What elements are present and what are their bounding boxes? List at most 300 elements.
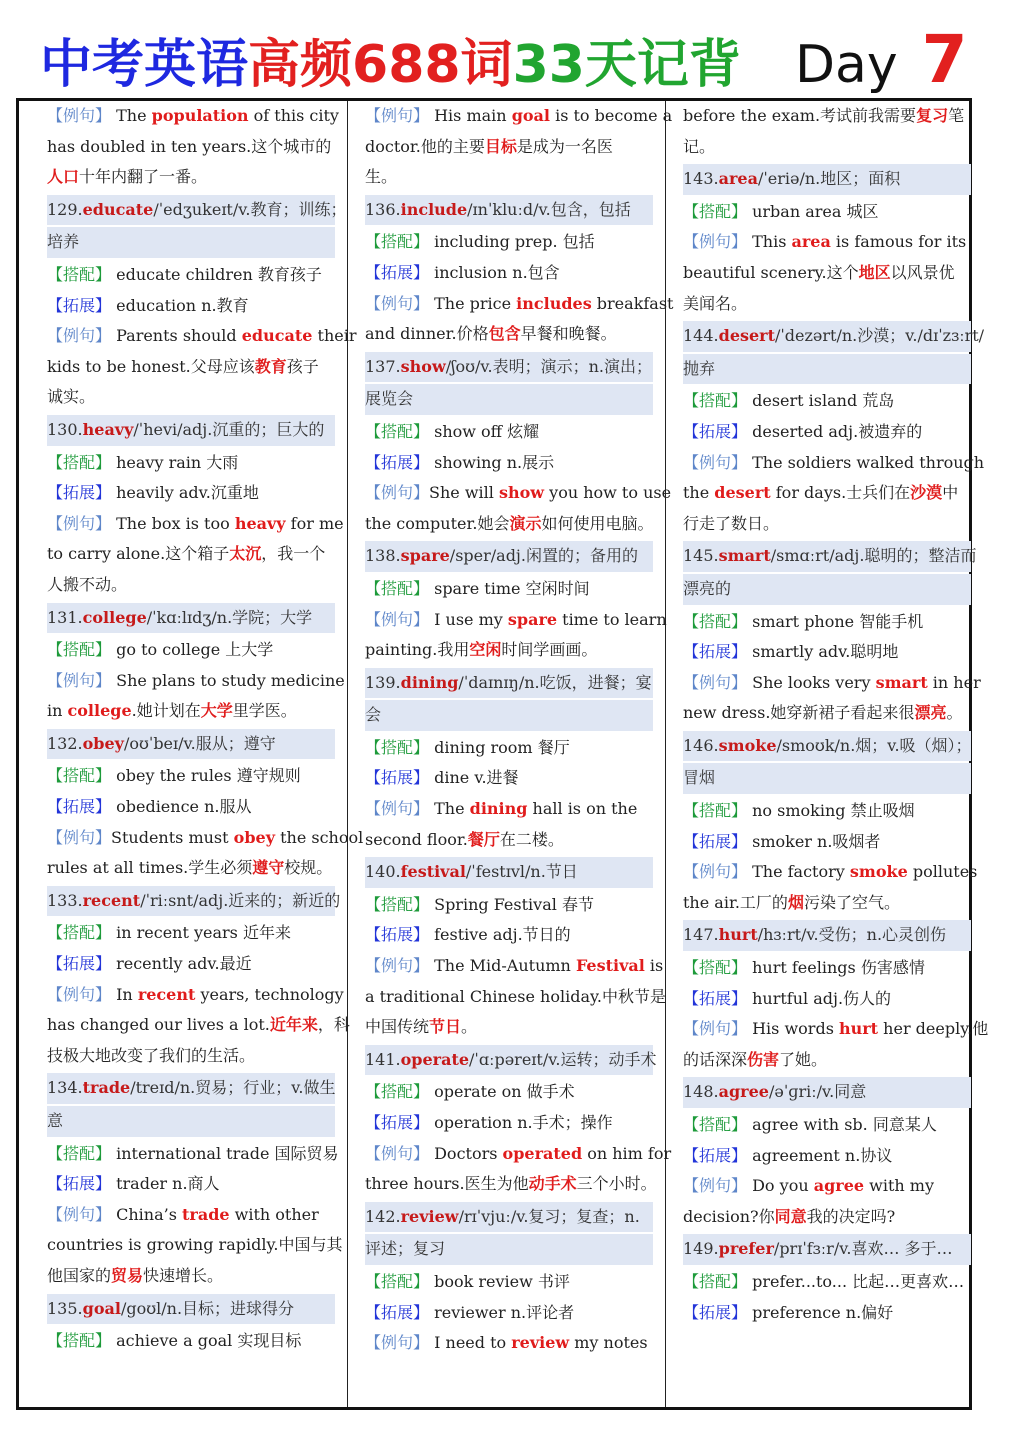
section-tag: 【搭配】 (47, 640, 112, 660)
text-span: The box is too (111, 513, 235, 533)
highlight-text: educate (241, 326, 313, 346)
entry-line (47, 352, 335, 383)
entry-headword-line (365, 1234, 653, 1265)
highlight-text: recent (137, 984, 196, 1004)
section-tag: 【拓展】 (47, 483, 112, 503)
section-tag: 【例句】 (365, 1333, 430, 1353)
entry-line (683, 386, 971, 417)
vocab-column-1 (47, 101, 364, 1407)
section-tag: 【拓展】 (683, 988, 748, 1008)
entry-line (47, 1139, 339, 1170)
entry-headword-line (683, 574, 971, 605)
section-tag: 【例句】 (683, 862, 748, 882)
entry-line (683, 227, 971, 258)
text-span: to carry alone.这个箱子 (47, 544, 230, 564)
text-span: my notes (569, 1333, 648, 1353)
text-span: time to learn (557, 609, 667, 629)
text-span: of this city (248, 106, 339, 125)
entry-line (47, 1041, 335, 1072)
entry-line (365, 101, 673, 132)
text-span: dine v.进餐 (429, 768, 519, 788)
text-span: /ˈdezərt/n.沙漠；v./dɪˈzɜːrt/ (775, 326, 985, 346)
text-span: 144. (683, 326, 719, 346)
text-span: hurt feelings 伤害感情 (747, 958, 925, 978)
highlight-text: 沙漠 (910, 483, 943, 503)
headword: heavy (82, 419, 134, 439)
text-span: ，科 (317, 1015, 350, 1035)
section-tag: 【搭配】 (47, 766, 112, 786)
text-span: /ˈɑːpəreɪt/v.运转；动手术 (469, 1049, 657, 1069)
highlight-text: heavy (234, 513, 286, 533)
entry-line (47, 666, 345, 697)
entry-line (47, 260, 335, 291)
entry-line (683, 953, 971, 984)
section-tag: 【拓展】 (365, 768, 430, 788)
highlight-text: 贸易 (111, 1265, 144, 1285)
entry-line (683, 698, 971, 729)
highlight-text: review (511, 1333, 570, 1353)
highlight-text: 教育 (254, 356, 287, 376)
entry-line (683, 258, 971, 289)
section-tag: 【例句】 (365, 609, 430, 629)
section-tag: 【拓展】 (683, 421, 748, 441)
text-span: book review 书评 (429, 1271, 570, 1291)
text-span: 孩子 (286, 356, 319, 376)
headword: desert (718, 326, 775, 346)
entry-line (683, 197, 971, 228)
entry-line (365, 1139, 672, 1170)
entry-line (47, 478, 335, 509)
text-span: Students must (111, 827, 234, 847)
highlight-text: 太沉 (229, 544, 262, 564)
text-span: The factory (747, 862, 850, 882)
highlight-text: 餐厅 (467, 829, 500, 849)
section-tag: 【搭配】 (47, 1331, 112, 1351)
text-span: Spring Festival 春节 (429, 894, 594, 914)
entry-line (365, 227, 653, 258)
text-span: /hɜːrt/v.受伤；n.心灵创伤 (757, 925, 947, 945)
text-span: has changed our lives a lot. (47, 1015, 270, 1035)
text-span: .她计划在 (131, 701, 201, 721)
headword: prefer (718, 1239, 774, 1259)
section-tag: 【例句】 (365, 106, 430, 125)
headword: review (400, 1206, 459, 1226)
section-tag: 【拓展】 (683, 642, 748, 662)
section-tag: 【例句】 (365, 799, 430, 819)
day-label: Day (794, 35, 898, 95)
entry-line (365, 1108, 653, 1139)
section-tag: 【拓展】 (365, 452, 430, 472)
text-span: 133. (47, 890, 83, 910)
text-span: hurtful adj.伤人的 (747, 988, 892, 1008)
text-span: festive adj.节日的 (429, 925, 571, 945)
entry-line (365, 448, 653, 479)
headword: include (400, 199, 468, 219)
entry-headword-line (683, 1234, 971, 1265)
text-span: 行走了数日。 (683, 513, 780, 533)
text-span: I need to (429, 1333, 512, 1353)
entry-line (683, 1141, 971, 1172)
text-span: a traditional Chinese holiday.中秋节是 (365, 986, 666, 1006)
highlight-text: area (791, 232, 831, 252)
text-span: 的话深深 (683, 1049, 748, 1069)
text-span: trader n.商人 (111, 1174, 220, 1194)
text-span: /ˈhevi/adj.沉重的；巨大的 (133, 419, 325, 439)
section-tag: 【例句】 (47, 513, 112, 533)
section-tag: 【搭配】 (683, 391, 748, 411)
day-number: 7 (921, 21, 968, 98)
text-span: deserted adj.被遗弃的 (747, 421, 923, 441)
text-span: Do you (747, 1176, 814, 1196)
vocab-frame (16, 98, 989, 1410)
entry-headword-line (365, 857, 653, 888)
entry-line (47, 570, 335, 601)
text-span: 143. (683, 169, 719, 189)
headword: area (718, 169, 758, 189)
text-span: in recent years 近年来 (111, 923, 291, 943)
text-span: inclusion n.包含 (429, 262, 560, 282)
section-tag: 【搭配】 (683, 611, 748, 631)
text-span: doctor.他的主要 (365, 136, 485, 156)
text-span: 136. (365, 199, 401, 219)
section-tag: 【拓展】 (365, 925, 430, 945)
text-span: hall is on the (527, 799, 638, 819)
text-span: 中国传统 (365, 1017, 430, 1037)
text-span: The (429, 799, 470, 819)
section-tag: 【例句】 (47, 326, 112, 346)
text-span: In (111, 984, 138, 1004)
entry-headword-line (683, 164, 971, 195)
text-span: smart phone 智能手机 (747, 611, 924, 631)
entry-line (365, 289, 674, 320)
text-span: 美闻名。 (683, 293, 748, 313)
entry-headword-line (47, 729, 335, 760)
text-span: 记。 (683, 136, 716, 156)
text-span: 评述；复习 (365, 1239, 446, 1259)
text-span: 校规。 (284, 858, 333, 878)
text-span: and dinner.价格 (365, 324, 489, 344)
text-span: 149. (683, 1239, 719, 1259)
text-span: the air.工厂的 (683, 892, 788, 912)
text-span: 145. (683, 546, 719, 566)
highlight-text: goal (511, 106, 550, 125)
entry-line (683, 796, 971, 827)
text-span: 139. (365, 672, 401, 692)
entry-headword-line (683, 763, 971, 794)
entry-line (683, 1202, 971, 1233)
highlight-text: smart (875, 672, 928, 692)
section-tag: 【例句】 (365, 956, 430, 976)
entry-line (365, 509, 653, 540)
highlight-text: hurt (838, 1019, 879, 1039)
text-span: 漂亮的 (683, 578, 732, 598)
text-span: /ˈkɑːlɪdʒ/n.学院；大学 (146, 607, 313, 627)
headword: obey (82, 733, 124, 753)
entry-line (47, 918, 335, 949)
entry-headword-line (683, 1077, 971, 1108)
text-span: the (683, 483, 715, 503)
text-span: 138. (365, 546, 401, 566)
text-span: is (644, 956, 664, 976)
highlight-text: 遵守 (252, 858, 285, 878)
text-span: The price (429, 293, 517, 313)
headword: recent (82, 890, 141, 910)
section-tag: 【例句】 (47, 1204, 112, 1224)
text-span: spare time 空闲时间 (429, 578, 590, 598)
entry-line (47, 635, 335, 666)
text-span: smoker n.吸烟者 (747, 831, 881, 851)
entry-line (683, 1110, 971, 1141)
text-span: their (312, 326, 357, 346)
entry-line (47, 823, 364, 854)
section-tag: 【拓展】 (365, 262, 430, 282)
highlight-text: college (67, 701, 132, 721)
entry-line (365, 635, 653, 666)
entry-line (47, 291, 335, 322)
entry-line (683, 132, 971, 163)
entry-line (365, 794, 653, 825)
text-span: operation n.手术；操作 (429, 1113, 613, 1132)
text-span: 如何使用电脑。 (541, 513, 654, 533)
text-span: has doubled in ten years.这个城市的 (47, 136, 332, 156)
text-span: reviewer n.评论者 (429, 1302, 575, 1322)
text-span: 展览会 (365, 389, 414, 409)
entry-line (365, 478, 672, 509)
entry-line (47, 132, 335, 163)
vocab-column-3 (683, 101, 989, 1407)
headword: goal (82, 1298, 121, 1318)
headword: smoke (718, 735, 777, 755)
text-span: The (111, 106, 152, 125)
text-span: 笔 (948, 106, 965, 125)
highlight-text: 复习 (916, 106, 949, 125)
vocab-column-2 (365, 101, 674, 1407)
entry-headword-line (47, 1106, 335, 1137)
entry-line (47, 949, 335, 980)
section-tag: 【搭配】 (365, 737, 430, 757)
text-span: rules at all times.学生必须 (47, 858, 253, 878)
text-span: including prep. 包括 (429, 232, 595, 252)
highlight-text: 伤害 (747, 1049, 780, 1069)
text-span: obedience n.服从 (111, 797, 252, 817)
text-span: /rɪˈvjuː/v.复习；复查；n. (458, 1206, 640, 1226)
text-span: 抛弃 (683, 358, 716, 378)
highlight-text: 漂亮 (914, 703, 947, 723)
text-span: in (47, 701, 68, 721)
section-tag: 【搭配】 (683, 1271, 748, 1291)
text-span: 135. (47, 1298, 83, 1318)
entry-line (365, 162, 653, 193)
text-span: breakfast (591, 293, 674, 313)
text-span: is famous for its (830, 232, 967, 252)
text-span: 。 (461, 1017, 478, 1037)
highlight-text: 动手术 (528, 1174, 577, 1194)
text-span: 137. (365, 356, 401, 376)
entry-line (683, 827, 971, 858)
text-span: 培养 (47, 232, 80, 252)
text-span: in her (927, 672, 981, 692)
entry-line (365, 920, 653, 951)
entry-headword-line (47, 1294, 335, 1325)
text-span: educate children 教育孩子 (111, 264, 322, 284)
entry-line (47, 1326, 335, 1357)
section-tag: 【拓展】 (47, 1174, 112, 1194)
entry-headword-line (365, 541, 653, 572)
entry-line (365, 132, 653, 163)
entry-headword-line (365, 1045, 657, 1076)
text-span: prefer...to... 比起…更喜欢… (747, 1271, 965, 1291)
text-span: Doctors (429, 1143, 503, 1163)
text-span: His words (747, 1019, 839, 1039)
entry-headword-line (47, 227, 335, 258)
section-tag: 【例句】 (47, 827, 112, 847)
headword: educate (82, 199, 154, 219)
section-tag: 【例句】 (47, 106, 112, 125)
text-span: agreement n.协议 (747, 1145, 893, 1165)
entry-line (47, 162, 335, 193)
text-span: 140. (365, 862, 401, 882)
highlight-text: operated (502, 1143, 583, 1163)
entry-line (683, 289, 971, 320)
highlight-text: 节日 (429, 1017, 462, 1037)
text-span: 快速增长。 (143, 1265, 224, 1285)
text-span: show off 炫耀 (429, 421, 540, 441)
text-span: desert island 荒岛 (747, 391, 895, 411)
text-span: recently adv.最近 (111, 954, 252, 974)
text-span: no smoking 禁止吸烟 (747, 801, 915, 821)
headword: spare (400, 546, 450, 566)
entry-line (365, 1169, 657, 1200)
column-divider (347, 101, 348, 1407)
text-span: smartly adv.聪明地 (747, 642, 899, 662)
text-span: 。 (946, 703, 963, 723)
text-span: 十年内翻了一番。 (79, 167, 208, 187)
section-tag: 【拓展】 (683, 1145, 748, 1165)
section-tag: 【搭配】 (47, 1143, 112, 1163)
section-tag: 【拓展】 (47, 797, 112, 817)
entry-headword-line (683, 321, 985, 352)
section-tag: 【搭配】 (365, 1271, 430, 1291)
text-span: 132. (47, 733, 83, 753)
highlight-text: includes (516, 293, 592, 313)
headword: dining (400, 672, 459, 692)
entry-line (365, 1012, 653, 1043)
text-span: years, technology (195, 984, 344, 1004)
highlight-text: 大学 (200, 701, 233, 721)
text-span: 早餐和晚餐。 (520, 324, 617, 344)
entry-line (365, 258, 653, 289)
text-span: 是成为一名医 (516, 136, 613, 156)
text-span: on him for (582, 1143, 672, 1163)
text-span: /əˈɡriː/v.同意 (768, 1082, 867, 1102)
entry-headword-line (683, 731, 971, 762)
entry-line (683, 857, 978, 888)
entry-line (47, 382, 335, 413)
entry-line (47, 696, 335, 727)
section-tag: 【例句】 (47, 984, 112, 1004)
section-tag: 【例句】 (683, 232, 748, 252)
section-tag: 【搭配】 (47, 923, 112, 943)
section-tag: 【搭配】 (47, 452, 112, 472)
text-span: the school (275, 827, 364, 847)
section-tag: 【搭配】 (365, 421, 430, 441)
headword: trade (82, 1078, 131, 1098)
highlight-text: Festival (575, 956, 645, 976)
text-span: 了她。 (779, 1049, 828, 1069)
text-span: you how to use (544, 483, 672, 503)
text-span: with other (229, 1204, 319, 1224)
text-span: 技极大地改变了我们的生活。 (47, 1045, 256, 1065)
entry-line (47, 761, 335, 792)
highlight-text: population (151, 106, 249, 125)
entry-line (47, 1010, 350, 1041)
text-span: /ˈfestɪvl/n.节日 (465, 862, 578, 882)
entry-headword-line (683, 354, 971, 385)
entry-line (683, 984, 971, 1015)
page-title (40, 22, 1000, 98)
text-span: 污染了空气。 (803, 892, 900, 912)
text-span: /ʃoʊ/v.表明；演示；n.演出； (445, 356, 653, 376)
entry-line (683, 1171, 971, 1202)
text-span: 他国家的 (47, 1265, 112, 1285)
entry-line (365, 982, 666, 1013)
text-span: She looks very (747, 672, 876, 692)
highlight-text: 空闲 (469, 640, 502, 660)
entry-line (365, 825, 653, 856)
section-tag: 【例句】 (47, 670, 112, 690)
title-part2: 高频688词 (248, 35, 513, 95)
text-span: 冒烟 (683, 768, 716, 788)
section-tag: 【搭配】 (365, 894, 430, 914)
entry-line (47, 1230, 343, 1261)
entry-headword-line (365, 195, 653, 226)
section-tag: 【搭配】 (47, 264, 112, 284)
text-span: /ˈeriə/n.地区；面积 (757, 169, 901, 189)
text-span: countries is growing rapidly.中国与其 (47, 1235, 343, 1255)
text-span: 134. (47, 1078, 83, 1098)
headword: hurt (718, 925, 758, 945)
entry-headword-line (47, 886, 341, 917)
entry-line (47, 1261, 335, 1292)
text-span: /goʊl/n.目标；进球得分 (120, 1298, 295, 1318)
text-span: The soldiers walked through (747, 452, 985, 472)
entry-line (683, 101, 971, 132)
headword: operate (400, 1049, 470, 1069)
text-span: decision?你 (683, 1206, 775, 1226)
entry-line (683, 607, 971, 638)
text-span: operate on 做手术 (429, 1082, 575, 1102)
section-tag: 【搭配】 (365, 578, 430, 598)
highlight-text: obey (233, 827, 275, 847)
text-span: 以风景优 (890, 262, 955, 282)
entry-line (683, 1014, 989, 1045)
text-span: preference n.偏好 (747, 1302, 894, 1322)
text-span: 在二楼。 (499, 829, 564, 849)
entry-line (365, 319, 653, 350)
text-span: /smɑːrt/adj.聪明的；整洁而 (770, 546, 977, 566)
section-tag: 【例句】 (683, 452, 748, 472)
entry-line (365, 605, 667, 636)
text-span: She plans to study medicine (111, 670, 345, 690)
text-span: China’s (111, 1204, 182, 1224)
text-span: 147. (683, 925, 719, 945)
text-span: 148. (683, 1082, 719, 1102)
entry-headword-line (365, 1202, 653, 1233)
text-span: 会 (365, 705, 382, 725)
entry-line (365, 951, 664, 982)
entry-line (47, 792, 335, 823)
section-tag: 【拓展】 (365, 1302, 430, 1322)
